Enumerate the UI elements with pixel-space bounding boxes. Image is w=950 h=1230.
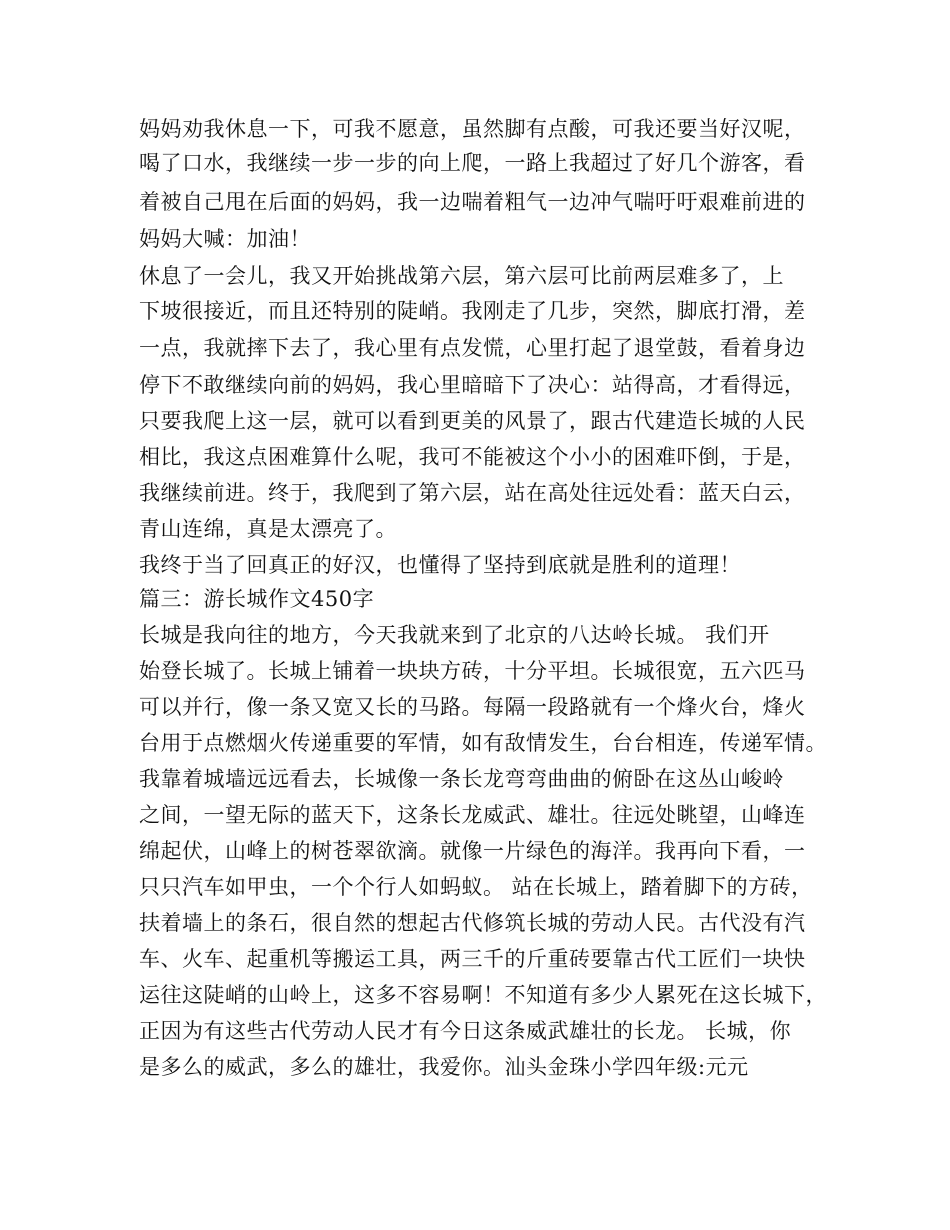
text-line: 只只汽车如甲虫，一个个行人如蚂蚁。 站在长城上，踏着脚下的方砖， xyxy=(139,875,813,899)
text-line: 我终于当了回真正的好汉，也懂得了坚持到底就是胜利的道理！ xyxy=(139,553,741,577)
text-line: 休息了一会儿，我又开始挑战第六层，第六层可比前两层难多了，上 xyxy=(139,264,784,288)
text-line: 我靠着城墙远远看去，长城像一条长龙弯弯曲曲的俯卧在这丛山峻岭 xyxy=(139,767,784,791)
text-line: 下坡很接近，而且还特别的陡峭。我刚走了几步，突然，脚底打滑，差 xyxy=(139,299,806,323)
text-line: 车、火车、起重机等搬运工具，两三千的斤重砖要靠古代工匠们一块快 xyxy=(139,947,806,971)
text-line: 喝了口水，我继续一步一步的向上爬，一路上我超过了好几个游客，看 xyxy=(139,151,806,175)
text-line: 停下不敢继续向前的妈妈，我心里暗暗下了决心：站得高，才看得远， xyxy=(139,373,806,397)
text-line: 始登长城了。长城上铺着一块块方砖，十分平坦。长城很宽，五六匹马 xyxy=(139,659,806,683)
text-line: 是多么的威武，多么的雄壮，我爱你。汕头金珠小学四年级:元元 xyxy=(139,1055,749,1079)
text-line: 长城是我向往的地方，今天我就来到了北京的八达岭长城。 我们开 xyxy=(139,623,770,647)
text-line: 我继续前进。终于，我爬到了第六层，站在高处往远处看：蓝天白云， xyxy=(139,481,806,505)
text-line: 相比，我这点困难算什么呢，我可不能被这个小小的困难吓倒，于是， xyxy=(139,445,806,469)
text-line: 正因为有这些古代劳动人民才有今日这条威武雄壮的长龙。 长城，你 xyxy=(139,1019,792,1043)
text-line: 只要我爬上这一层，就可以看到更美的风景了，跟古代建造长城的人民 xyxy=(139,409,806,433)
text-line: 一点，我就摔下去了，我心里有点发慌，心里打起了退堂鼓，看着身边 xyxy=(139,336,806,360)
text-line: 着被自己甩在后面的妈妈，我一边喘着粗气一边冲气喘吁吁艰难前进的 xyxy=(139,190,806,214)
text-line: 妈妈大喊：加油！ xyxy=(139,227,311,251)
text-line: 台用于点燃烟火传递重要的军情，如有敌情发生，台台相连，传递军情。 xyxy=(139,731,827,755)
text-line: 之间，一望无际的蓝天下，这条长龙威武、雄壮。往远处眺望，山峰连 xyxy=(139,803,806,827)
text-line: 运往这陡峭的山岭上，这多不容易啊！不知道有多少人累死在这长城下， xyxy=(139,983,827,1007)
text-line: 扶着墙上的条石，很自然的想起古代修筑长城的劳动人民。古代没有汽 xyxy=(139,911,806,935)
text-line: 妈妈劝我休息一下，可我不愿意，虽然脚有点酸，可我还要当好汉呢， xyxy=(139,117,806,141)
section-heading: 篇三：游长城作文450字 xyxy=(139,587,375,611)
text-line: 可以并行，像一条又宽又长的马路。每隔一段路就有一个烽火台，烽火 xyxy=(139,695,806,719)
text-line: 绵起伏，山峰上的树苍翠欲滴。就像一片绿色的海洋。我再向下看，一 xyxy=(139,839,806,863)
text-line: 青山连绵，真是太漂亮了。 xyxy=(139,517,397,541)
